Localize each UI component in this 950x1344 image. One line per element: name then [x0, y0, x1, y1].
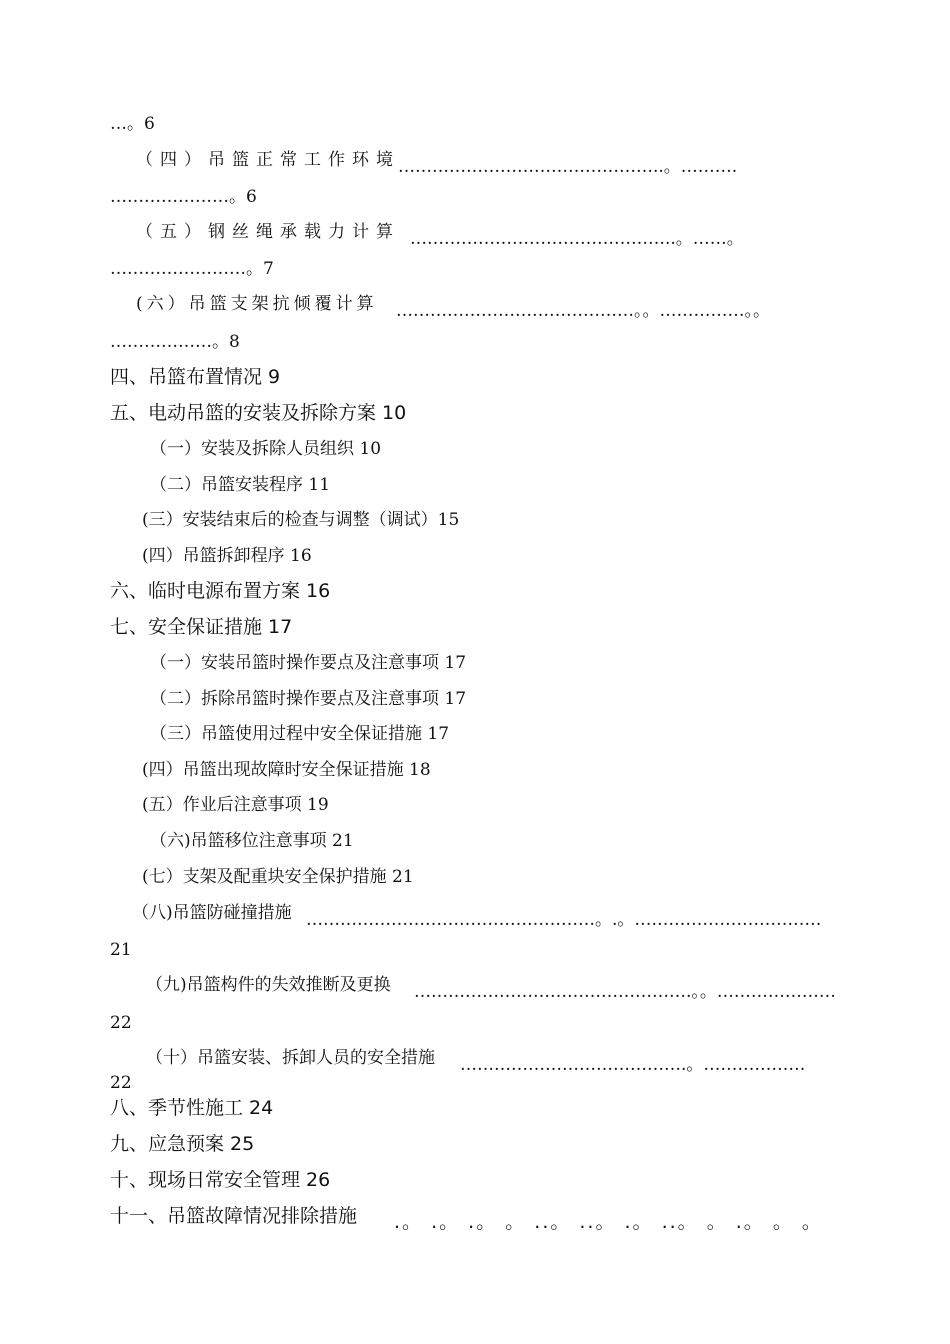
toc-line: ………………。8	[110, 332, 240, 352]
toc-page-number: 22	[110, 1013, 132, 1033]
toc-entry-chapter-7[interactable]: 七、安全保证措施 17	[110, 616, 293, 638]
toc-page-number: 22	[110, 1073, 132, 1093]
toc-leader-dots: ………………………………………..。……。	[410, 229, 744, 249]
toc-entry-section-5-4[interactable]: (四）吊篮拆卸程序 16	[142, 546, 312, 566]
toc-entry-section-7-5[interactable]: (五）作业后注意事项 19	[142, 795, 329, 815]
toc-entry-section-5-2[interactable]: （二）吊篮安装程序 11	[150, 475, 331, 495]
toc-entry-section-7-2[interactable]: （二）拆除吊篮时操作要点及注意事项 17	[150, 689, 467, 709]
toc-entry-section-7-4[interactable]: (四）吊篮出现故障时安全保证措施 18	[142, 760, 431, 780]
toc-entry-chapter-10[interactable]: 十、现场日常安全管理 26	[110, 1169, 331, 1191]
toc-entry-section-7-10[interactable]: （十）吊篮安装、拆卸人员的安全措施	[146, 1048, 435, 1068]
toc-entry-chapter-9[interactable]: 九、应急预案 25	[110, 1133, 255, 1155]
toc-entry-section-5-1[interactable]: （一）安装及拆除人员组织 10	[150, 439, 382, 459]
toc-line: ……………………。7	[110, 259, 274, 279]
toc-entry-section-7-8[interactable]: （八)吊篮防碰撞措施	[132, 903, 292, 923]
toc-page-number: 21	[110, 940, 132, 960]
toc-leader-dots: ………………………………………..。……….	[398, 157, 738, 177]
toc-entry-chapter-11[interactable]: 十一、吊篮故障情况排除措施	[110, 1205, 358, 1227]
toc-leader-dots: ………………………………………….。。…………………	[414, 982, 836, 1002]
toc-leader-dots: .。 .。 .。 。 ..。 ..。 .。 ..。 。 .。 。 。	[394, 1211, 823, 1233]
toc-entry-section-7-3[interactable]: （三）吊篮使用过程中安全保证措施 17	[150, 724, 450, 744]
toc-entry-section-3-5[interactable]: （五）钢丝绳承载力计算	[136, 222, 400, 242]
toc-line: …。6	[110, 114, 155, 134]
toc-entry-section-7-9[interactable]: （九)吊篮构件的失效推断及更换	[146, 975, 391, 995]
toc-entry-chapter-8[interactable]: 八、季节性施工 24	[110, 1097, 274, 1119]
toc-leader-dots: ………………………………….。………………	[460, 1055, 806, 1075]
toc-entry-section-7-7[interactable]: (七）支架及配重块安全保护措施 21	[142, 867, 414, 887]
toc-entry-chapter-4[interactable]: 四、吊篮布置情况 9	[110, 366, 281, 388]
toc-entry-section-7-6[interactable]: （六)吊篮移位注意事项 21	[150, 831, 354, 851]
toc-entry-section-5-3[interactable]: (三）安装结束后的检查与调整（调试）15	[142, 510, 460, 530]
toc-leader-dots: ……………………………………。。……………。。	[396, 301, 770, 321]
toc-entry-section-3-4[interactable]: （四）吊篮正常工作环境	[136, 150, 400, 170]
toc-line: …………………。6	[110, 187, 257, 207]
toc-leader-dots: ……………………………………………。.。……………………………	[306, 910, 822, 930]
toc-entry-section-3-6[interactable]: (六）吊篮支架抗倾覆计算	[136, 294, 378, 314]
toc-entry-chapter-6[interactable]: 六、临时电源布置方案 16	[110, 580, 331, 602]
toc-entry-section-7-1[interactable]: （一）安装吊篮时操作要点及注意事项 17	[150, 653, 467, 673]
toc-entry-chapter-5[interactable]: 五、电动吊篮的安装及拆除方案 10	[110, 402, 407, 424]
